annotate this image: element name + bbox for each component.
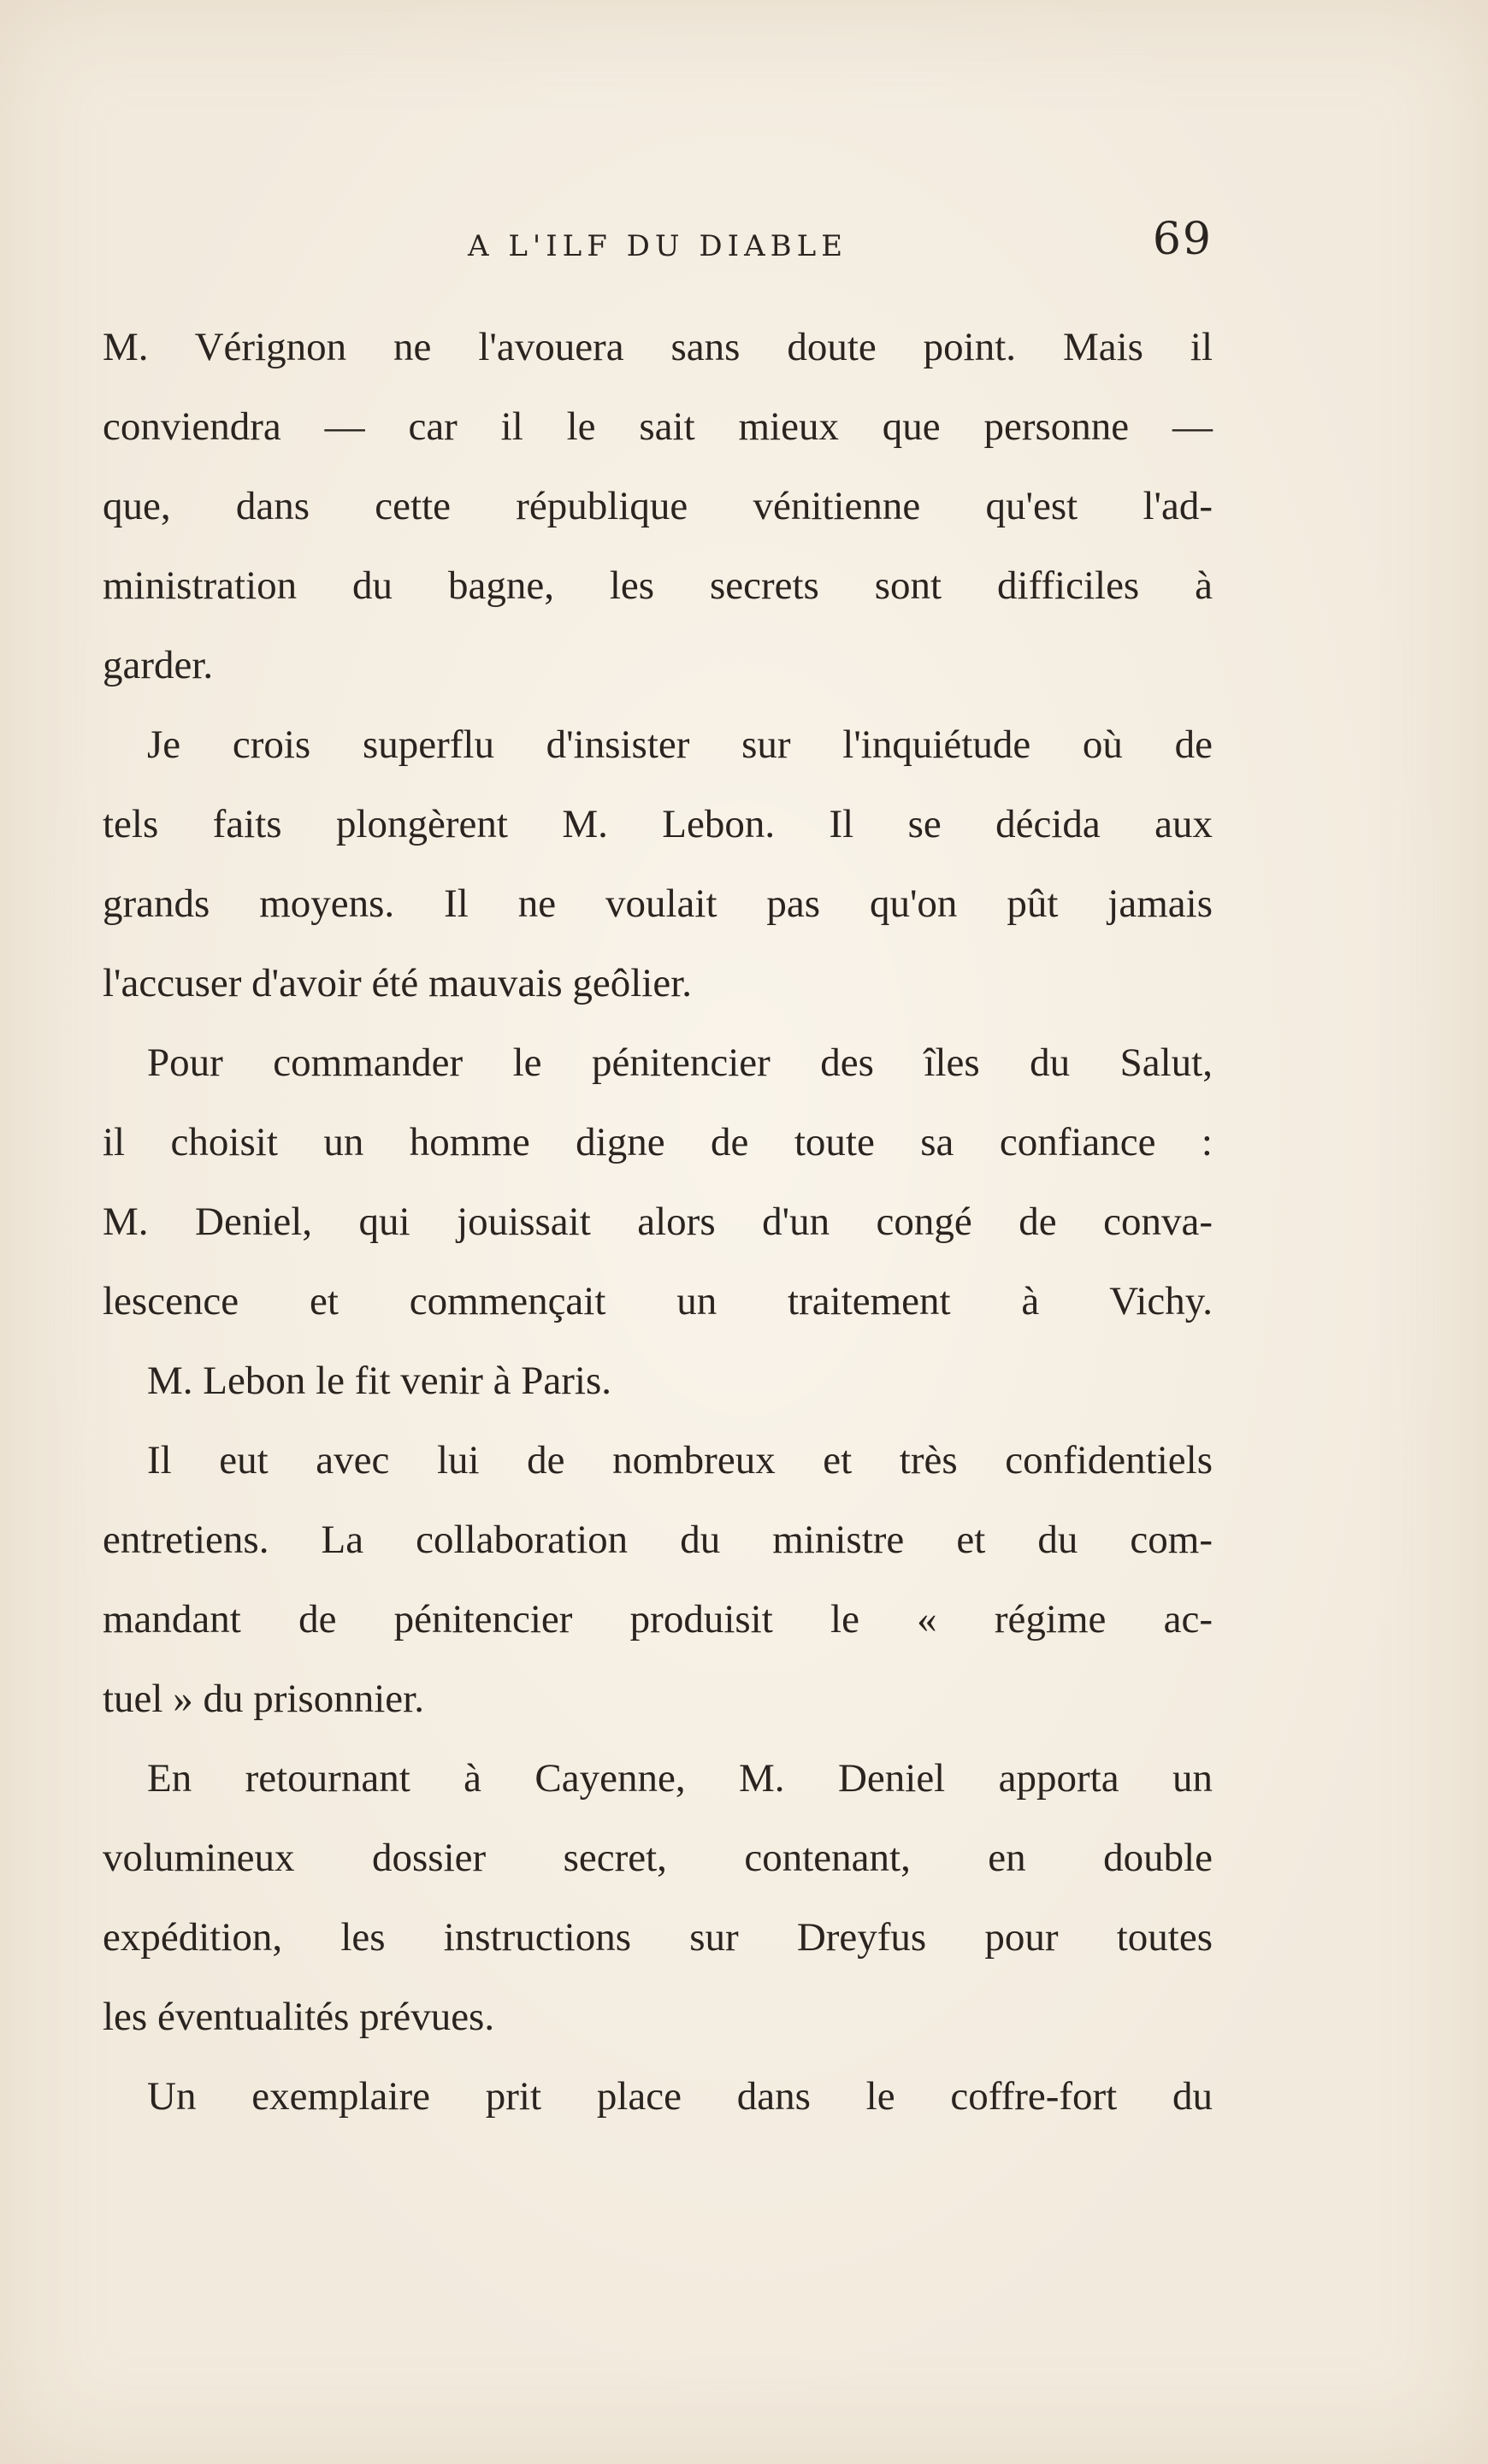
text-line: M. Lebon le fit venir à Paris. xyxy=(147,1359,611,1403)
text-line: conviendra — car il le sait mieux que personne — xyxy=(103,404,1213,449)
text-line: Pour commander le pénitencier des îles du Salut, xyxy=(147,1040,1213,1085)
text-line: En retournant à Cayenne, M. Deniel apporta un xyxy=(147,1756,1213,1801)
text-line: M. Vérignon ne l'avouera sans doute point. Mais il xyxy=(103,325,1213,369)
text-line: l'accuser d'avoir été mauvais geôlier. xyxy=(103,961,693,1005)
text-line: que, dans cette république vénitienne qu'est l'ad- xyxy=(103,484,1213,528)
text-line: garder. xyxy=(103,643,214,687)
text-line: mandant de pénitencier produisit le « régime ac- xyxy=(103,1597,1213,1642)
text-line: grands moyens. Il ne voulait pas qu'on pût jamais xyxy=(103,881,1213,926)
text-line: il choisit un homme digne de toute sa confiance : xyxy=(103,1120,1213,1164)
text-line: M. Deniel, qui jouissait alors d'un congé de conva- xyxy=(103,1200,1213,1244)
text-line: Un exemplaire prit place dans le coffre-fort du xyxy=(147,2074,1213,2119)
text-line: lescence et commençait un traitement à Vichy. xyxy=(103,1279,1213,1323)
text-line: ministration du bagne, les secrets sont difficiles à xyxy=(103,563,1213,608)
running-title: A L'ILF DU DIABLE xyxy=(467,229,848,263)
page-number: 69 xyxy=(1152,214,1213,265)
page-header xyxy=(103,205,1213,282)
text-line: entretiens. La collaboration du ministre et du com- xyxy=(103,1518,1213,1562)
text-line: tels faits plongèrent M. Lebon. Il se décida aux xyxy=(103,802,1213,846)
body-text xyxy=(103,308,1213,2137)
text-line: volumineux dossier secret, contenant, en double xyxy=(103,1836,1213,1880)
text-line: expédition, les instructions sur Dreyfus pour toutes xyxy=(103,1915,1213,1960)
text-line: les éventualités prévues. xyxy=(103,1995,495,2039)
text-line: tuel » du prisonnier. xyxy=(103,1677,424,1721)
text-line: Je crois superflu d'insister sur l'inquiétude où de xyxy=(147,722,1213,767)
text-line: Il eut avec lui de nombreux et très confidentiels xyxy=(147,1438,1213,1483)
